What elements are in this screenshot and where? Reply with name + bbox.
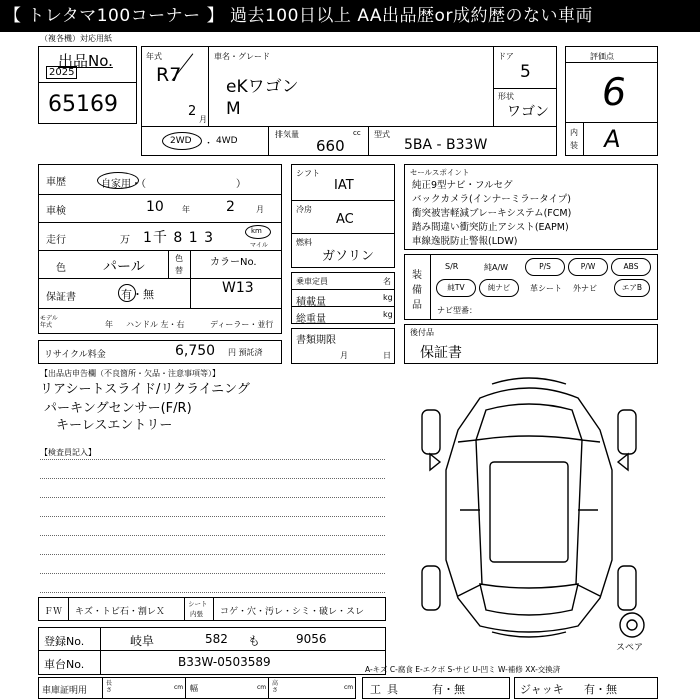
tools-value: 有・無 [432,683,465,696]
year-era: R7 [156,64,182,86]
shape-label: 形状 [498,92,514,101]
equip-leather: 革シート [530,284,562,293]
equip-sr: S/R [445,262,459,271]
fuel-value: ガソリン [322,249,375,264]
model-value: 5BA - B33W [404,137,488,153]
certificate-length-unit: cm [174,684,184,691]
registration-label: 登録No. [44,635,85,648]
interior-label-2: 装 [570,141,578,150]
inspection-month: 2 [226,199,235,215]
model-label: 型式 [374,130,390,139]
sales-point-item: 純正9型ナビ・フルセグ [412,180,513,191]
inspection-year: 10 [146,199,164,215]
registration-place: 岐阜 [130,634,155,648]
equip-aw: 純A/W [484,263,509,272]
recycle-value: 6,750 [175,343,216,359]
after-items-label: 後付品 [410,328,434,337]
fw-label: ＦＷ [44,607,63,617]
gross-label: 総重量 [296,314,326,325]
inspection-year-unit: 年 [182,205,190,214]
lot-number: 65169 [48,92,118,117]
riders-unit: 名 [383,277,391,286]
dealer-label: ディーラー・並行 [210,320,274,329]
inspection-label: 車検 [46,206,66,217]
deadline-month-unit: 月 [340,351,348,360]
equipment-label-3: 品 [412,300,422,311]
warranty-label: 保証書 [46,292,76,303]
car-name: eKワゴン [226,77,299,97]
registration-number: 9056 [296,632,327,646]
damage-legend: A-キズ C-腐食 E-エクボ S-サビ U-凹ミ W-補修 XX-交換済 [365,665,561,674]
inspection-month-unit: 月 [256,205,264,214]
model-year-label: モデル年式 [40,315,58,329]
color-no-label: カラーNo. [210,257,257,268]
certificate-height: 高さ [272,680,279,694]
color-value: パール [103,259,145,275]
certificate-height-unit: cm [344,684,354,691]
shift-value: IAT [334,178,354,193]
lot-year-stamp: 2025 [46,66,77,79]
year-month-unit: 月 [199,115,207,124]
car-diagram [400,370,658,642]
displacement-value: 660 [316,137,345,155]
recycle-unit: 円 預託済 [228,348,263,357]
mileage-label: 走行 [46,235,66,246]
sales-points-label: セールスポイント [410,168,470,177]
mileage-digits: 1千 8 1 3 [143,230,214,246]
chassis-value: B33W-0503589 [178,655,271,669]
jack-value: 有・無 [584,683,617,696]
ac-value: AC [336,212,354,227]
equip-airbag: エアB [614,279,650,297]
fuel-label: 燃料 [296,238,312,247]
recycle-label: リサイクル料金 [44,350,106,360]
drive-separator: ・ [204,139,214,149]
shift-label: シフト [296,169,320,178]
note-item: パーキングセンサー(F/R) [44,401,192,416]
equipment-label-2: 備 [412,285,422,296]
mileage-unit-mile: マイル [250,242,268,249]
color-change-label-1: 色 [175,254,183,263]
rating-score: 6 [598,70,630,114]
interior-grade: A [602,125,623,153]
chassis-label: 車台No. [44,658,85,671]
equip-ext-navi: 外ナビ [573,284,597,293]
drive-4wd: 4WD [216,136,238,146]
sales-point-item: 踏み間違い衝突防止アシスト(EAPM) [412,222,569,233]
load-label: 積載量 [296,297,326,308]
after-items-value: 保証書 [420,345,462,361]
sales-point-item: バックカメラ(インナーミラータイプ) [412,194,571,205]
equipment-label-1: 装 [412,270,422,281]
spare-label: スペア [616,643,644,653]
displacement-label: 排気量 [275,130,299,139]
handle-label: ハンドル 左・右 [126,320,185,329]
sales-point-item: 衝突被害軽減ブレーキシステム(FCM) [412,208,572,219]
equip-ps: P/S [525,258,565,276]
notes-label: 【出品店申告欄（不良箇所・欠品・注意事項等）】 [40,369,220,378]
mileage-unit-km: km [251,227,262,235]
doors-value: 5 [520,62,531,82]
name-label: 車名・グレード [214,52,270,61]
sales-point-item: 車線逸脱防止警報(LDW) [412,236,518,247]
load-unit: kg [383,293,393,302]
car-grade: M [226,99,241,119]
deadline-label: 書類期限 [296,335,336,346]
history-label: 車歴 [46,177,66,188]
mileage-man: 万 [120,235,130,246]
riders-label: 乗車定員 [296,277,328,286]
color-label: 色 [56,263,66,274]
equip-navi: 純ナビ [479,279,519,297]
ac-label: 冷房 [296,205,312,214]
seat-label-1: シート [188,600,208,608]
rating-label: 評価点 [590,52,614,61]
navi-model-label: ナビ型番： [437,306,477,315]
gross-unit: kg [383,310,393,319]
lot-label: 出品No. [58,52,113,70]
warranty-value: 有・無 [121,288,154,301]
registration-kana: も [248,634,261,648]
seat-label-2: 内張 [190,610,203,618]
model-year-unit: 年 [105,320,113,329]
year-month: 2 [188,104,197,119]
interior-label-1: 内 [570,128,578,137]
fw-value: キズ・トビ石・割レＸ [75,607,165,617]
equip-abs: ABS [611,258,651,276]
history-value: 自家用・（ ） [101,179,246,190]
seat-value: コゲ・穴・汚レ・シミ・破レ・スレ [220,607,365,617]
equip-pw: P/W [568,258,608,276]
deadline-day-unit: 日 [383,351,391,360]
jack-label: ジャッキ [520,683,564,696]
registration-class: 582 [205,632,228,646]
color-change-label-2: 替 [175,266,183,275]
certificate-width: 幅 [190,684,198,693]
tools-label: 工具 [370,683,404,696]
shape-value: ワゴン [507,104,549,120]
equip-tv: 純TV [436,279,476,297]
inspector-label: 【検査員記入】 [40,448,96,457]
certificate-label: 車庫証明用 [42,686,88,696]
certificate-length: 長さ [106,680,113,694]
subheader: （複各機）対応用紙 [40,34,112,43]
certificate-width-unit: cm [257,684,267,691]
year-label: 年式 [146,52,162,61]
doors-label: ドア [498,52,514,61]
displacement-unit: cc [353,129,361,137]
color-no-value: W13 [222,280,254,296]
note-item: キーレスエントリー [56,418,173,433]
banner: 【 トレタマ100コーナー 】 過去100日以上 AA出品歴or成約歴のない車両 [0,0,700,32]
note-item: リアシートスライド/リクライニング [40,382,250,397]
drive-2wd: 2WD [170,136,192,146]
